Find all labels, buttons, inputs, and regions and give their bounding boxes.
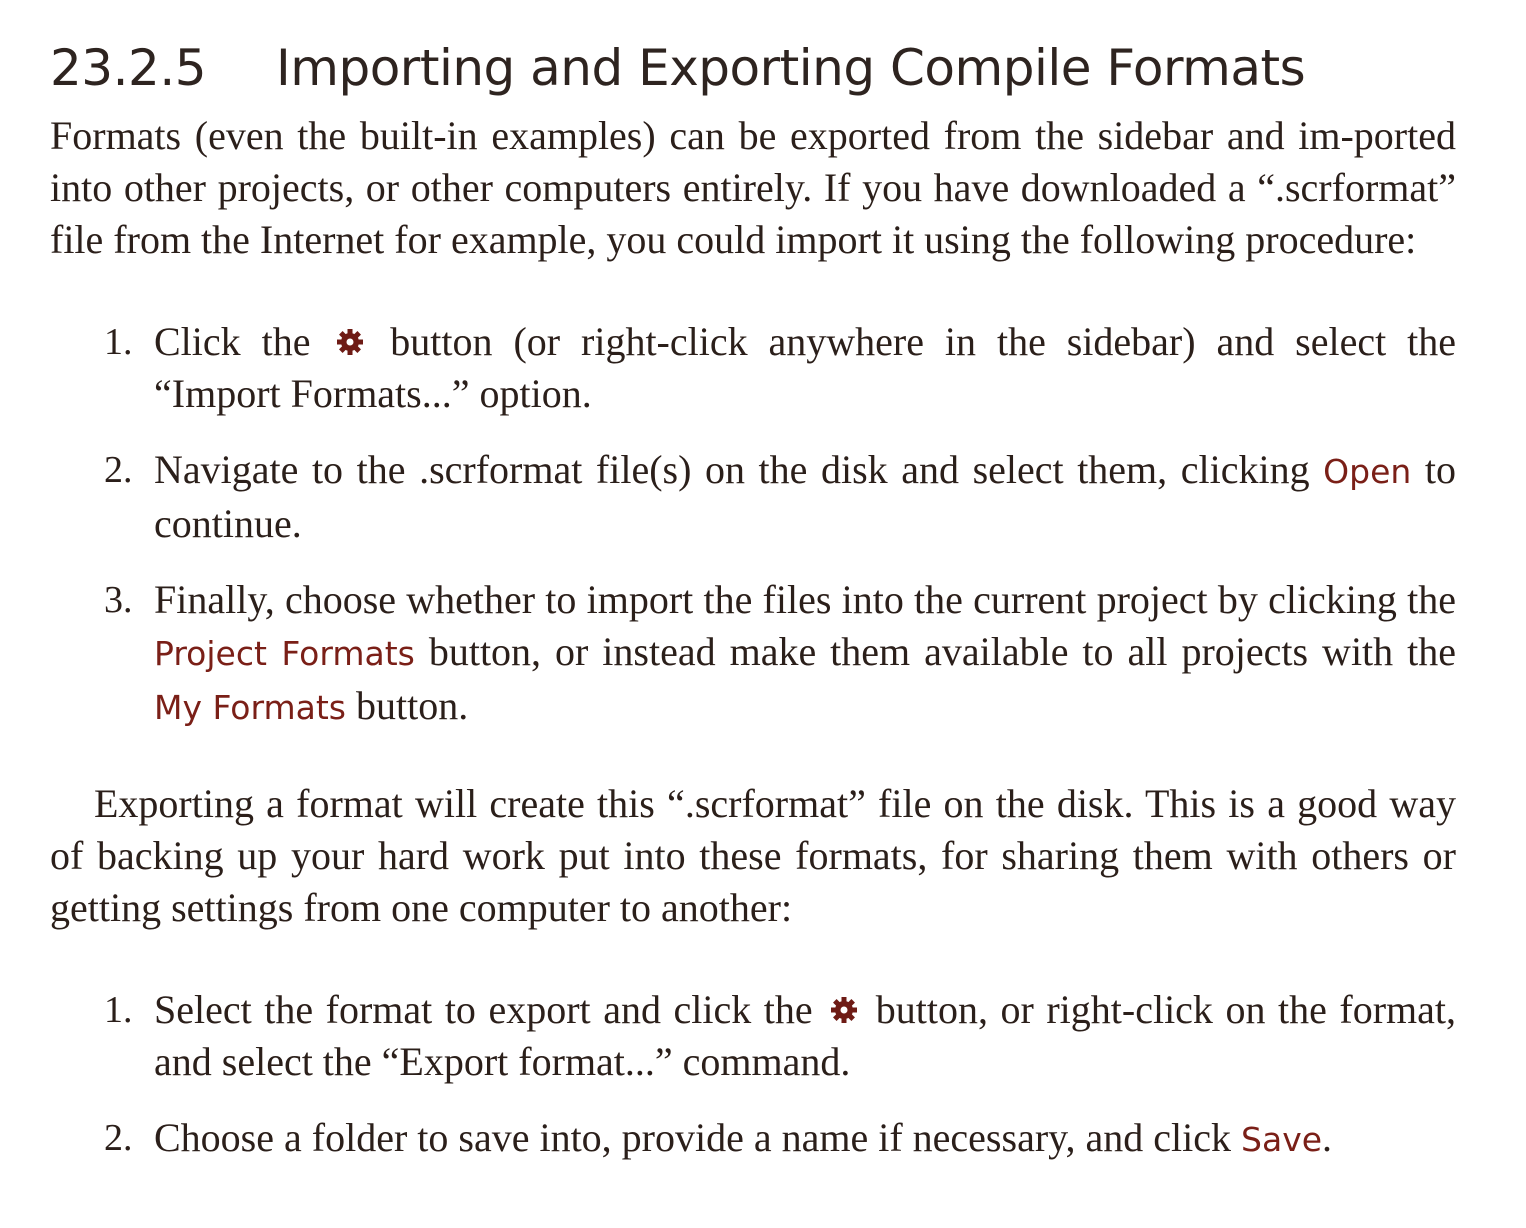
- document-page: [50, 30, 1456, 1166]
- list-marker: 2.: [104, 449, 133, 491]
- export-step-1: [50, 984, 1456, 1088]
- step-text: to continue.: [154, 447, 1457, 546]
- section-number: 23.2.5: [50, 39, 207, 97]
- list-marker: 3.: [104, 579, 133, 621]
- section-title: Importing and Exporting Compile Formats: [276, 39, 1306, 97]
- project-formats-button-label: Project Formats: [154, 634, 415, 673]
- step-text: Click the: [154, 319, 311, 364]
- step-text: Navigate to the .scrformat file(s) on the disk and select them, clicking: [154, 447, 1310, 492]
- step-text: button, or instead make them available to all projects with the: [428, 629, 1457, 674]
- import-step-3: [50, 574, 1456, 734]
- intro-paragraph: Formats (even the built-in examples) can be exported from the sidebar and im-ported into other projects, or other computers entirely. If you have downloaded a “.scrformat” file from the Internet for example, you could import it using the following procedure:: [50, 113, 1456, 262]
- step-text: Choose a folder to save into, provide a name if necessary, and click: [154, 1115, 1232, 1160]
- my-formats-button-label: My Formats: [154, 688, 346, 727]
- import-step-1: [50, 316, 1456, 420]
- export-steps-list: [50, 984, 1456, 1166]
- gear-icon: [829, 995, 859, 1025]
- step-text: Finally, choose whether to import the files into the current project by clicking the: [154, 577, 1456, 622]
- step-text: button, or right-click on the format, and select the “Export format...” command.: [154, 987, 1457, 1084]
- list-marker: 1.: [104, 989, 133, 1031]
- step-text: Select the format to export and click the: [154, 987, 813, 1032]
- open-button-label: Open: [1323, 452, 1412, 491]
- section-heading: [50, 30, 1456, 106]
- import-step-2: [50, 444, 1456, 550]
- import-steps-list: [50, 316, 1456, 734]
- list-marker: 2.: [104, 1117, 133, 1159]
- gear-icon: [335, 327, 365, 357]
- step-text: button (or right-click anywhere in the sidebar) and select the “Import Formats...” option.: [154, 319, 1457, 416]
- save-button-label: Save: [1241, 1120, 1323, 1159]
- step-text: button.: [355, 683, 469, 728]
- list-marker: 1.: [104, 321, 133, 363]
- export-paragraph: Exporting a format will create this “.scrformat” file on the disk. This is a good way of backing up your hard work put into these formats, for sharing them with others or getting settings from one computer to another:: [50, 781, 1456, 930]
- step-text: .: [1322, 1115, 1333, 1160]
- export-step-2: [50, 1112, 1456, 1166]
